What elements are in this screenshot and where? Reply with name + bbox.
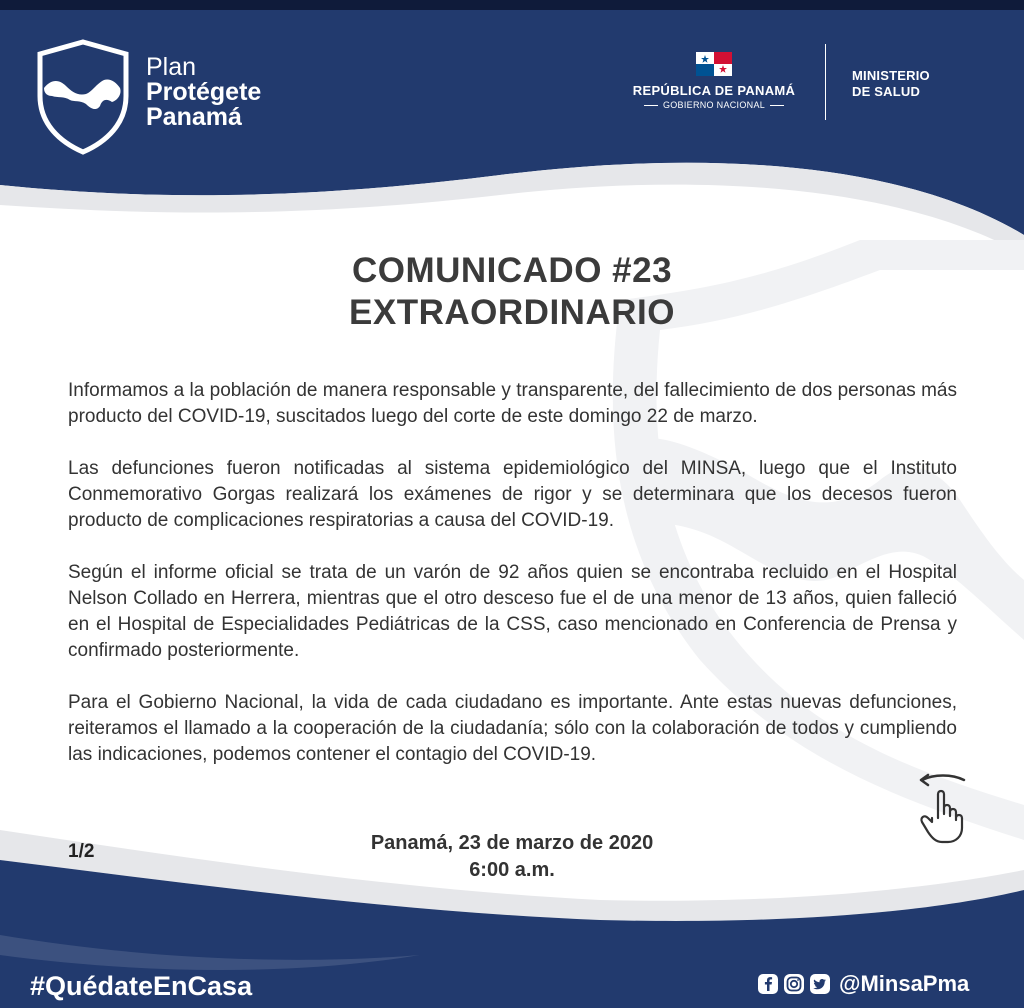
logo-line-plan: Plan <box>146 53 197 81</box>
header-divider <box>825 44 826 120</box>
date-block <box>312 830 712 884</box>
swipe-left-hand-icon[interactable] <box>908 770 972 846</box>
title-line-1: COMUNICADO #23 <box>351 251 673 290</box>
government-subtitle: GOBIERNO NACIONAL <box>616 100 812 110</box>
government-logo <box>616 52 812 110</box>
document-title <box>0 250 1024 334</box>
twitter-icon[interactable] <box>809 973 831 995</box>
social-handle[interactable]: @MinsaPma <box>839 971 970 996</box>
hashtag: #QuédateEnCasa <box>30 971 253 1001</box>
logo-line-protegete: Protégete <box>146 78 262 106</box>
panama-flag-icon <box>696 52 732 76</box>
program-logo-text <box>146 55 261 130</box>
shield-map-icon <box>34 38 132 156</box>
republic-name: REPÚBLICA DE PANAMÁ <box>632 83 796 98</box>
paragraph: Según el informe oficial se trata de un varón de 92 años quien se encontraba recluido en el Hospital Nelson Collado en Herrera, mientras que el otro desceso fue el de una menor de 13 años, quien falleció en el Hospital de Especialidades Pediátricas de la CSS, caso mencionado en Conferencia de Prensa y confirmado posteriormente. <box>68 562 957 661</box>
place-date: Panamá, 23 de marzo de 2020 <box>370 832 654 854</box>
page-indicator: 1/2 <box>68 841 95 862</box>
ministry-line-2: DE SALUD <box>852 84 921 99</box>
title-line-2: EXTRAORDINARIO <box>349 293 675 332</box>
instagram-icon[interactable] <box>783 973 805 995</box>
social-links <box>757 971 969 997</box>
paragraph: Informamos a la población de manera responsable y transparente, del fallecimiento de dos personas más producto del COVID-19, suscitados luego del corte de este domingo 22 de marzo. <box>68 380 957 427</box>
time: 6:00 a.m. <box>469 859 555 881</box>
facebook-icon[interactable] <box>757 973 779 995</box>
ministry-name <box>852 68 930 100</box>
paragraph: Las defunciones fueron notificadas al sistema epidemiológico del MINSA, luego que el Instituto Conmemorativo Gorgas realizará los exámenes de rigor y se determinara que los decesos fueron producto de complicaciones respiratorias a causa del COVID-19. <box>68 458 957 531</box>
document-body <box>68 378 957 794</box>
ministry-line-1: MINISTERIO <box>852 68 930 83</box>
paragraph: Para el Gobierno Nacional, la vida de cada ciudadano es importante. Ante estas nuevas defunciones, reiteramos el llamado a la cooperación de la ciudadanía; sólo con la colaboración de todos y cumpliendo las indicaciones, podemos contener el contagio del COVID-19. <box>68 692 957 765</box>
logo-line-panama: Panamá <box>146 103 242 131</box>
